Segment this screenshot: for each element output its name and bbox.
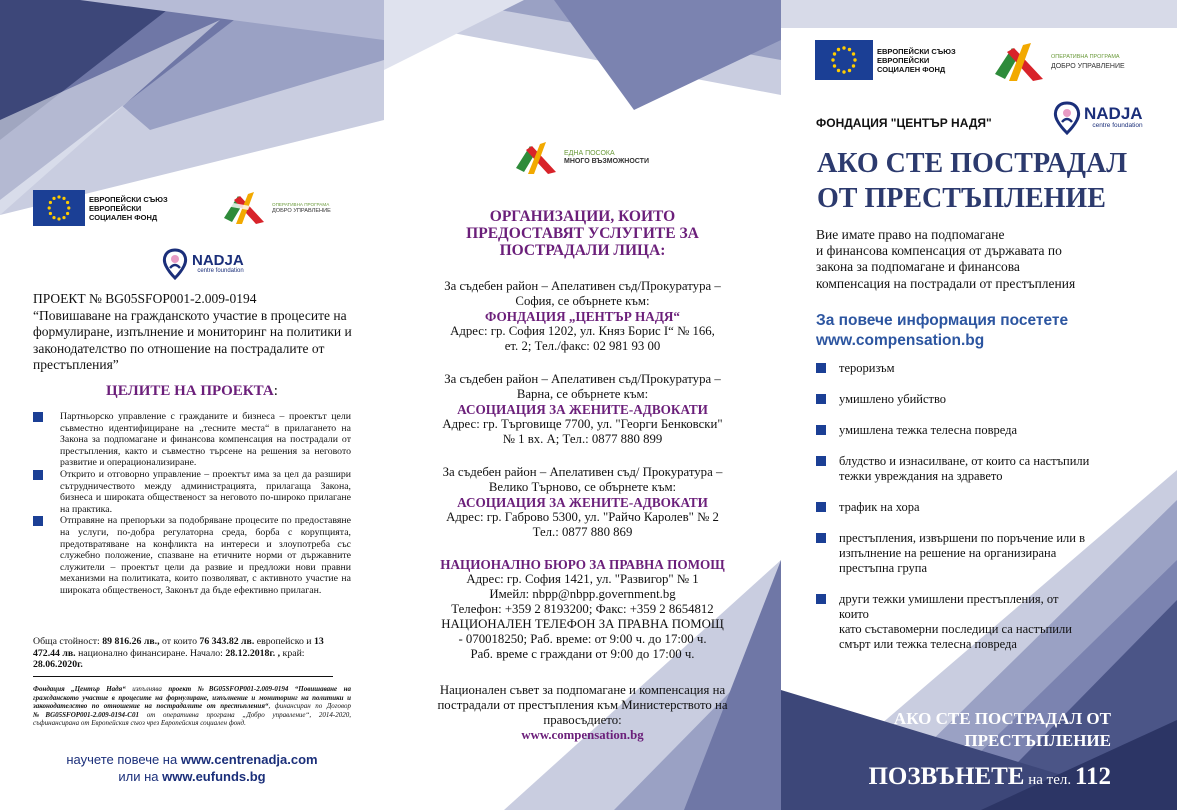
square-bullet-icon <box>816 394 826 404</box>
legal-aid-bureau-block: НАЦИОНАЛНО БЮРО ЗА ПРАВНА ПОМОЩ Адрес: гр. София 1421, ул. "Развигор" № 1 Имейл: nbpp@nbpp.government.bg Телефон: +359 2 8193200; Факс: +359 2 8654812 НАЦИОНАЛЕН ТЕЛЕФОН ЗА ПРАВНА ПОМОЩ - 070018250; Раб. време: от 9:00 ч. до 17:00 ч. Раб. време с граждани от 9:00 до 17:00 ч. <box>384 557 781 662</box>
dobro-program-name: ДОБРО УПРАВЛЕНИЕ <box>272 208 331 214</box>
national-council-block: Национален съвет за подпомагане и компенсация на пострадали от престъпления към Министерството на правосъдието: www.compensation.bg <box>384 683 781 743</box>
project-info <box>33 291 363 374</box>
eu-flag-icon <box>815 40 873 80</box>
dobro-upravlenie-logo <box>991 38 1125 86</box>
cover-title: АКО СТЕ ПОСТРАДАЛ ОТ ПРЕСТЪПЛЕНИЕ <box>817 148 1128 214</box>
emergency-number[interactable]: 112 <box>1074 763 1111 790</box>
more-info: За повече информация посетете www.compensation.bg <box>816 311 1166 351</box>
list-item: тероризъм <box>816 361 1136 376</box>
panel-project <box>0 0 384 810</box>
one-way-logo <box>512 138 649 178</box>
nadja-logo-sub: centre foundation <box>1092 122 1143 129</box>
learn-more-line2: или на www.eufunds.bg <box>118 769 266 784</box>
list-item: блудство и изнасилване, от които са настъпили тежки увреждания на здравето <box>816 454 1136 484</box>
square-bullet-icon <box>816 425 826 435</box>
divider <box>33 676 333 677</box>
eu-logo <box>33 190 168 226</box>
centrenadja-link[interactable]: www.centrenadja.com <box>180 752 318 767</box>
sofia-org-block: За съдебен район – Апелативен съд/Прокуратура – София, се обърнете към: ФОНДАЦИЯ „ЦЕНТЪР НАДЯ“ Адрес: гр. София 1202, ул. Княз Борис I“ № 166, ет. 2; Тел./факс: 02 981 93 00 <box>384 279 781 354</box>
one-way-slogan-1: ЕДНА ПОСОКА <box>564 150 615 157</box>
eu-logo <box>815 40 956 80</box>
square-bullet-icon <box>33 412 43 422</box>
square-bullet-icon <box>816 533 826 543</box>
goals-list <box>33 411 351 597</box>
square-bullet-icon <box>816 456 826 466</box>
panel-organizations <box>384 0 781 810</box>
square-bullet-icon <box>33 470 43 480</box>
nadja-icon <box>160 246 190 280</box>
one-way-icon <box>512 138 562 178</box>
org-name: ФОНДАЦИЯ „ЦЕНТЪР НАДЯ“ <box>484 309 681 324</box>
organizations-title: ОРГАНИЗАЦИИ, КОИТО ПРЕДОСТАВЯТ УСЛУГИТЕ ЗА ПОСТРАДАЛИ ЛИЦА: <box>466 208 699 259</box>
goals-heading: ЦЕЛИТЕ НА ПРОЕКТА: <box>106 383 278 399</box>
compensation-link[interactable]: www.compensation.bg <box>521 728 644 742</box>
rights-intro: Вие имате право на подпомагане и финансова компенсация от държавата по закона за подпомагане и финансова компенсация на пострадали от престъпления <box>816 227 1076 291</box>
square-bullet-icon <box>816 363 826 373</box>
dobro-upravlenie-icon <box>220 188 270 228</box>
org-name: АСОЦИАЦИЯ ЗА ЖЕНИТЕ-АДВОКАТИ <box>457 495 708 510</box>
cover-bottom-title: АКО СТЕ ПОСТРАДАЛ ОТ ПРЕСТЪПЛЕНИЕ <box>893 709 1111 750</box>
panel-cover <box>781 0 1177 810</box>
crimes-list <box>816 361 1136 652</box>
funding-note: Фондация „Център Надя“ изпълнява проект №BG05SFOP001-2.009-0194 “Повишаване на гражданското участие в процесите на формулиране, изпълнение и мониторинг на политики и законодателство по отношение на пострадалите от престъпления“, финансиран по Договор №BG05SFOP001-2.009-0194-C01 от оперативна програма „Добро управление“, 2014-2020, съфинансирана от Европейския съюз чрез Европейския социален фонд. <box>33 685 352 728</box>
list-item: престъпления, извършени по поръчение или в изпълнение на решение на организирана престъпна група <box>816 531 1136 576</box>
nadja-logo-word: NADJA <box>1084 104 1143 123</box>
varna-org-block: За съдебен район – Апелативен съд/Прокуратура – Варна, се обърнете към: АСОЦИАЦИЯ ЗА ЖЕНИТЕ-АДВОКАТИ Адрес: гр. Търговище 7700, ул. "Георги Бенковски" № 1 вх. А; Тел.: 0877 880 899 <box>384 372 781 447</box>
project-code: ПРОЕКТ № BG05SFOP001-2.009-0194 <box>33 291 257 306</box>
nadja-logo <box>1051 99 1143 135</box>
emergency-call: ПОЗВЪНЕТЕ на тел. 112 <box>868 763 1111 790</box>
eu-logo-text: ЕВРОПЕЙСКИ СЪЮЗ ЕВРОПЕЙСКИ СОЦИАЛЕН ФОНД <box>89 194 168 222</box>
list-item: Партньорско управление с гражданите и бизнеса – проектът цели съвместно идентифициране на „тесните места“ в прилагането на Закона за подпомагане и финансова компенсация на пострадали от престъпления, както и съвместно търсене на решения за неговото развитие и операционализиране. <box>33 411 351 469</box>
nadja-logo-word: NADJA <box>192 251 244 269</box>
list-item: други тежки умишлени престъпления, от които като съставомерни последици са настъпили смърт или тежка телесна повреда <box>816 592 1136 652</box>
list-item: Отправяне на препоръки за подобряване процесите по предоставяне на услуги, по-добра регулаторна среда, борба с корупцията, предотвратяване на конфликта на интереси и злоупотреба със служебно положение, спазване на етичните норми от държавните служители – проектът цели да развие и предложи нови правни механизми на политиката, които позволяват, с активното участие на широката общественост, Законът да бъде ефективно прилаган. <box>33 515 351 596</box>
compensation-link[interactable]: www.compensation.bg <box>816 332 985 349</box>
square-bullet-icon <box>33 516 43 526</box>
list-item: умишлено убийство <box>816 392 1136 407</box>
learn-more-line1: научете повече на www.centrenadja.com <box>66 752 318 767</box>
list-item: умишлена тежка телесна повреда <box>816 423 1136 438</box>
dobro-program-label: ОПЕРАТИВНА ПРОГРАМА <box>1051 54 1120 60</box>
dobro-program-label: ОПЕРАТИВНА ПРОГРАМА <box>272 202 330 207</box>
square-bullet-icon <box>816 502 826 512</box>
dobro-upravlenie-icon <box>991 38 1049 86</box>
nadja-icon <box>1051 99 1083 135</box>
project-cost: Обща стойност: 89 816.26 лв., от които 76 343.82 лв. европейско и 13 472.44 лв. национално финансиране. Начало: 28.12.2018г. , край: 28.06.2020г. <box>33 636 324 671</box>
nadja-logo-sub: centre foundation <box>197 267 244 274</box>
project-name: “Повишаване на гражданското участие в процесите на формулиране, изпълнение и мониторинг на политики и законодателство по отношение на пострадалите от престъпления” <box>33 307 352 372</box>
list-item: трафик на хора <box>816 500 1136 515</box>
eufunds-link[interactable]: www.eufunds.bg <box>162 769 266 784</box>
list-item: Открито и отговорно управление – проектът има за цел да разшири сътрудничеството между администрацията, прилагаща Закона, бизнеса и широката общественост за неговото по-широко прилагане на практика. <box>33 469 351 515</box>
eu-logo-text: ЕВРОПЕЙСКИ СЪЮЗ ЕВРОПЕЙСКИ СОЦИАЛЕН ФОНД <box>877 46 956 74</box>
dobro-upravlenie-logo <box>220 188 331 228</box>
foundation-name: ФОНДАЦИЯ "ЦЕНТЪР НАДЯ" <box>816 116 992 130</box>
org-name: НАЦИОНАЛНО БЮРО ЗА ПРАВНА ПОМОЩ <box>440 557 725 572</box>
veliko-tarnovo-org-block: За съдебен район – Апелативен съд/ Прокуратура – Велико Търново, се обърнете към: АСОЦИАЦИЯ ЗА ЖЕНИТЕ-АДВОКАТИ Адрес: гр. Габрово 5300, ул. "Райчо Каролев" № 2 Тел.: 0877 880 869 <box>384 465 781 540</box>
nadja-logo <box>160 246 244 280</box>
dobro-program-name: ДОБРО УПРАВЛЕНИЕ <box>1051 63 1125 70</box>
eu-flag-icon <box>33 190 85 226</box>
square-bullet-icon <box>816 594 826 604</box>
one-way-slogan-2: МНОГО ВЪЗМОЖНОСТИ <box>564 158 649 165</box>
org-name: АСОЦИАЦИЯ ЗА ЖЕНИТЕ-АДВОКАТИ <box>457 402 708 417</box>
